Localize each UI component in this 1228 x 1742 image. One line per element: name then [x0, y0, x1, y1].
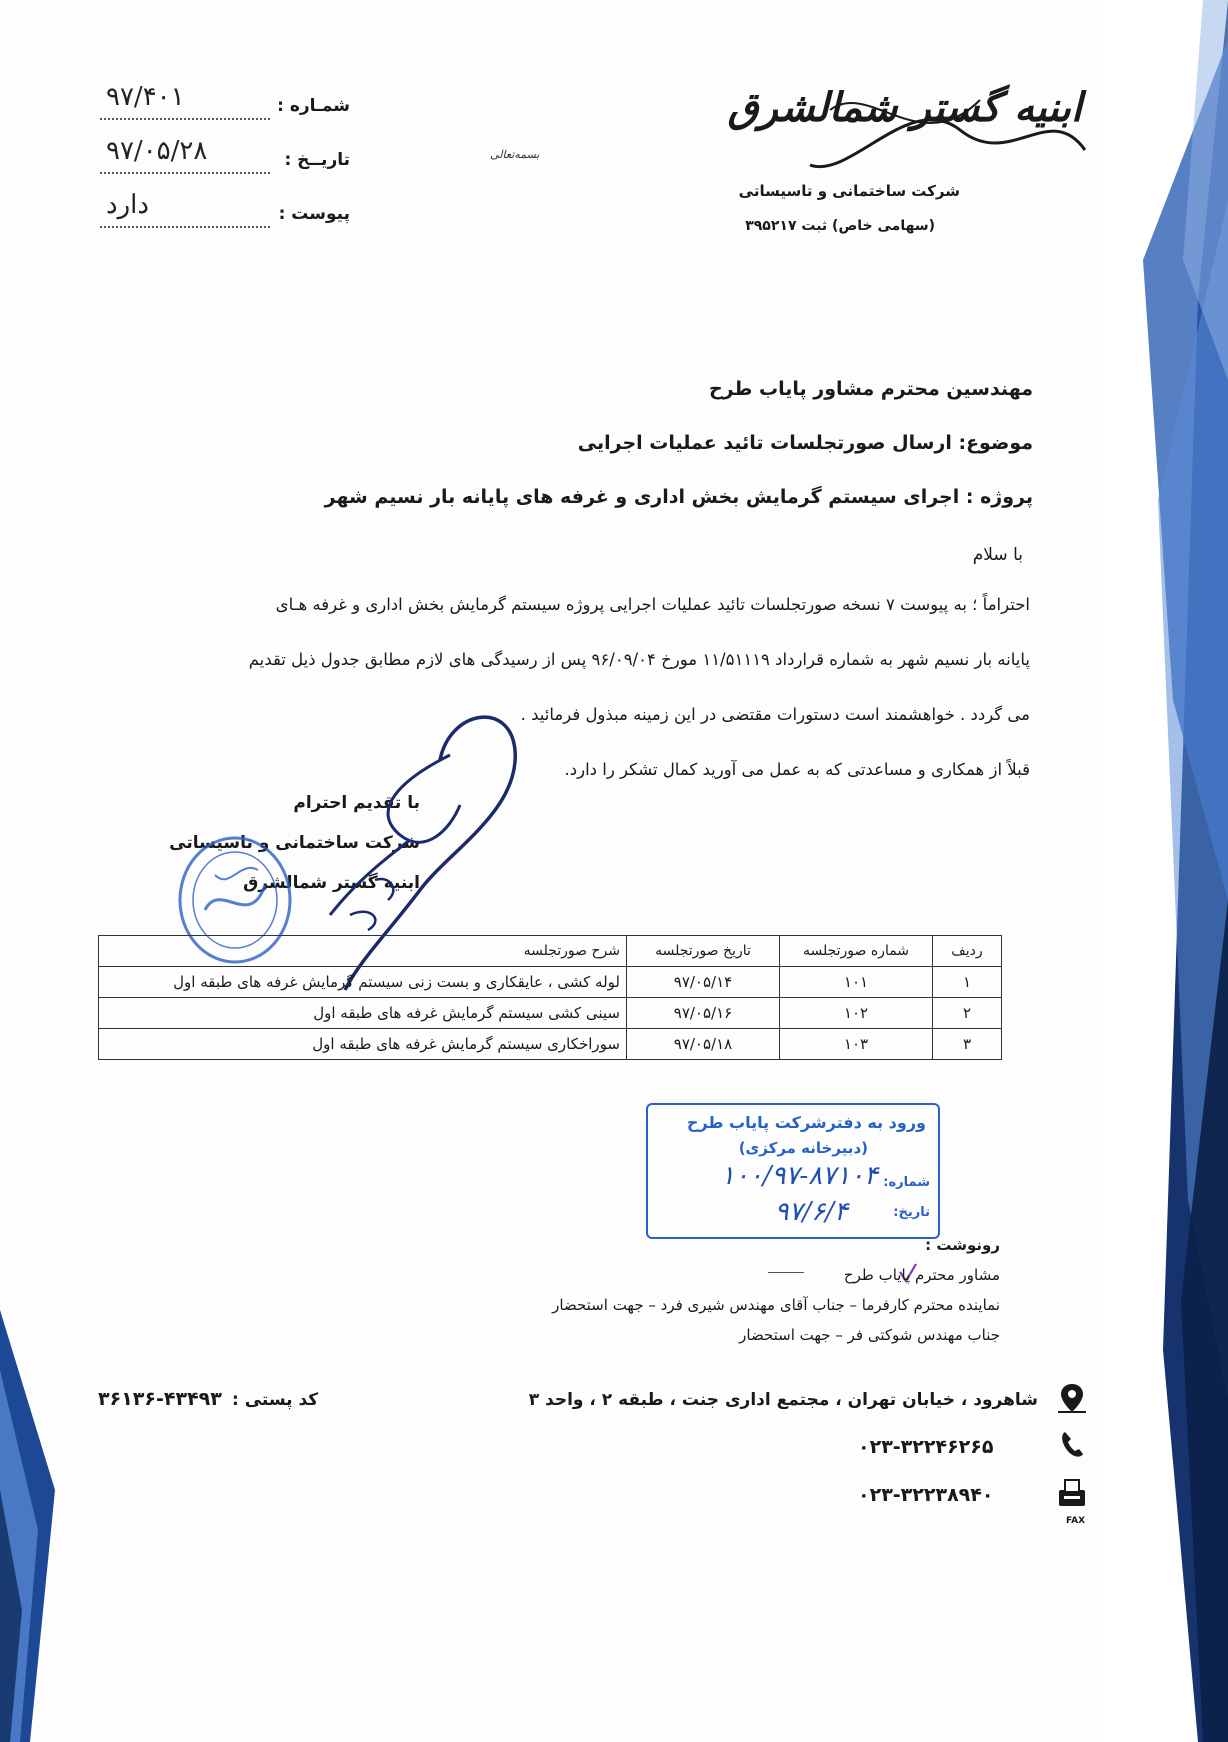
stamp-number-value: ۱۰۰/۹۷-۸۷۱۰۴: [720, 1161, 878, 1191]
cell-row: ۳: [933, 1029, 1002, 1060]
table-row: [99, 967, 1002, 998]
subject-line: موضوع: ارسال صورتجلسات تائید عملیات اجرایی: [577, 432, 1033, 454]
company-logo: [700, 70, 1100, 270]
recipient-line: مهندسین محترم مشاور پایاب طرح: [708, 378, 1033, 400]
cc-item: جناب مهندس شوکتی فر – جهت استحضار: [739, 1326, 1000, 1344]
left-decorative-wedge: [0, 1310, 60, 1742]
letter-attachment-row: [100, 186, 350, 240]
cell-date: ۹۷/۰۵/۱۸: [627, 1029, 780, 1060]
location-icon: [1055, 1382, 1089, 1416]
cc-item: نماینده محترم کارفرما – جناب آقای مهندس شیری فرد – جهت استحضار: [552, 1296, 1000, 1314]
closing-company-name: ابنیه گستر شمالشرق: [243, 873, 420, 893]
dotted-line: [100, 118, 270, 120]
table-row: [99, 998, 1002, 1029]
table-header-row: [99, 936, 1002, 967]
letter-number-label: شمـاره :: [277, 96, 350, 116]
letter-attachment-value: دارد: [106, 190, 149, 220]
right-decorative-band: [1103, 0, 1228, 1742]
fax-icon-label: FAX: [1066, 1516, 1086, 1526]
letter-attachment-label: پیوست :: [278, 204, 350, 224]
closing-company-type: شرکت ساختمانی و تاسیساتی: [169, 833, 420, 853]
stamp-date-label: تاریخ:: [893, 1205, 930, 1220]
cell-date: ۹۷/۰۵/۱۶: [627, 998, 780, 1029]
cell-date: ۹۷/۰۵/۱۴: [627, 967, 780, 998]
phone-icon: [1055, 1428, 1089, 1462]
table-row: [99, 1029, 1002, 1060]
footer-postal-label: کد پستی :: [232, 1390, 319, 1410]
minutes-table: [98, 935, 1002, 1060]
footer-fax: ۰۲۳-۳۲۲۳۸۹۴۰: [858, 1484, 994, 1506]
body-line-2: پایانه بار نسیم شهر به شماره قرارداد ۱۱/۵۱۱۱۹ مورخ ۹۶/۰۹/۰۴ پس از رسیدگی های لازم مطابق جدول ذیل تقدیم: [248, 650, 1030, 669]
project-line: پروژه : اجرای سیستم گرمایش بخش اداری و غرفه های پایانه بار نسیم شهر: [324, 486, 1033, 508]
stamp-title: ورود به دفترشرکت پایاب طرح: [686, 1113, 926, 1132]
col-header-date: تاریخ صورتجلسه: [627, 936, 780, 967]
footer-postal-code: ۳۶۱۳۶-۴۳۴۹۳: [98, 1388, 222, 1410]
cell-description: لوله کشی ، عایقکاری و بست زنی سیستم گرمایش غرفه های طبقه اول: [99, 967, 627, 998]
stamp-number-label: شماره:: [883, 1175, 930, 1190]
stamp-subtitle: (دبیرخانه مرکزی): [738, 1139, 868, 1157]
footer-address: شاهرود ، خیابان تهران ، مجتمع اداری جنت ، طبقه ۲ ، واحد ۳: [528, 1390, 1038, 1410]
letter-number-row: [100, 78, 350, 132]
cell-description: سینی کشی سیستم گرمایش غرفه های طبقه اول: [99, 998, 627, 1029]
cell-row: ۱: [933, 967, 1002, 998]
body-line-3: می گردد . خواهشمند است دستورات مقتضی در این زمینه مبذول فرمائید .: [520, 705, 1030, 724]
fax-icon: [1055, 1476, 1089, 1510]
dotted-line: [100, 226, 270, 228]
cell-description: سوراخکاری سیستم گرمایش غرفه های طبقه اول: [99, 1029, 627, 1060]
cc-dash: [768, 1272, 804, 1273]
cell-number: ۱۰۳: [780, 1029, 933, 1060]
logo-registration: (سهامی خاص) ثبت ۳۹۵۲۱۷: [745, 218, 935, 234]
col-header-number: شماره صورتجلسه: [780, 936, 933, 967]
letter-date-label: تاریــخ :: [284, 150, 350, 170]
cell-row: ۲: [933, 998, 1002, 1029]
invocation-text: بسمه‌تعالی: [490, 148, 540, 161]
body-line-1: احتراماً ؛ به پیوست ۷ نسخه صورتجلسات تائید عملیات اجرایی پروژه سیستم گرمایش بخش اداری و غرفه هـای: [275, 595, 1030, 614]
letter-date-value: ۹۷/۰۵/۲۸: [106, 136, 208, 166]
cell-number: ۱۰۱: [780, 967, 933, 998]
receipt-stamp: [646, 1103, 940, 1239]
cc-item: مشاور محترم پایاب طرح: [843, 1266, 1000, 1284]
footer-phone: ۰۲۳-۳۲۲۴۶۲۶۵: [858, 1436, 994, 1458]
letter-meta: [100, 78, 350, 240]
cc-label: رونوشت :: [925, 1236, 1000, 1254]
logo-wordmark: ابنیه گستر شمالشرق: [727, 84, 1082, 131]
logo-company-name: شرکت ساختمانی و تاسیساتی: [738, 182, 960, 200]
greeting: با سلام: [972, 545, 1023, 565]
col-header-row: ردیف: [933, 936, 1002, 967]
dotted-line: [100, 172, 270, 174]
closing-regards: با تقدیم احترام: [293, 793, 420, 813]
cell-number: ۱۰۲: [780, 998, 933, 1029]
col-header-description: شرح صورتجلسه: [99, 936, 627, 967]
letter-date-row: [100, 132, 350, 186]
body-line-4: قبلاً از همکاری و مساعدتی که به عمل می آورید کمال تشکر را دارد.: [564, 760, 1030, 779]
stamp-date-value: ۹۷/۶/۴: [774, 1197, 848, 1227]
letter-number-value: ۹۷/۴۰۱: [106, 82, 185, 112]
